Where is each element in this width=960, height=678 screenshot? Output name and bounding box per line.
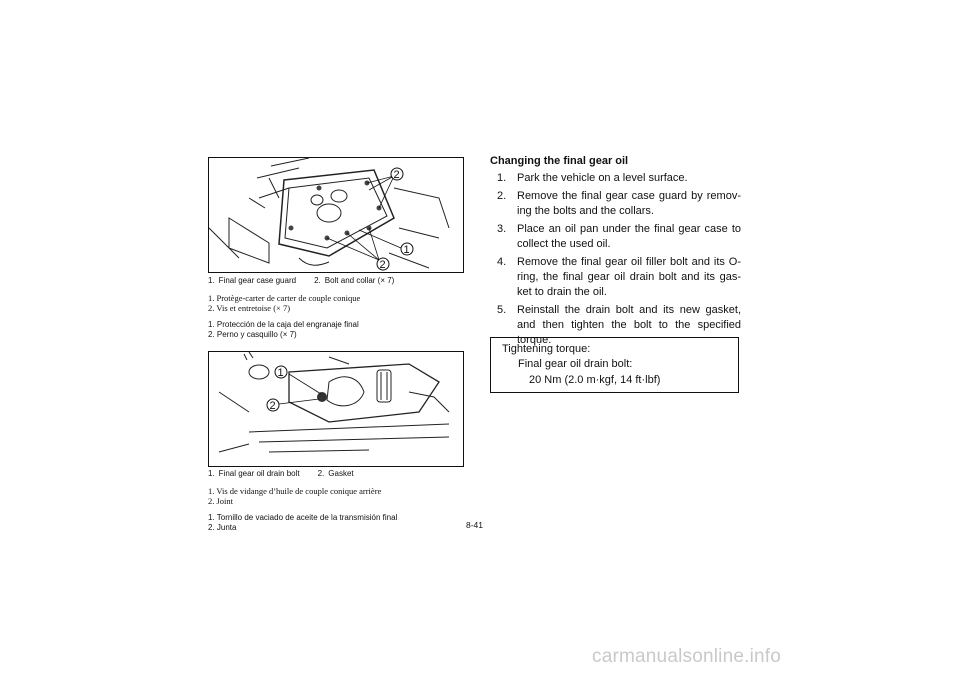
watermark: carmanualsonline.info [592, 646, 782, 667]
drain-bolt-mark [317, 392, 327, 402]
caption-es-1: 1. Tornillo de vaciado de aceite de la transmisión final [208, 512, 398, 522]
page-number: 8-41 [466, 520, 484, 530]
bolt-markers [289, 181, 382, 241]
step-item: 4. Remove the final gear oil filler bolt and its O-ring, the final gear oil drain bolt and its gas-ket to drain the oil. [497, 256, 741, 298]
illustration-drain-bolt [209, 352, 463, 466]
caption-fr-1: 1. Vis de vidange d’huile de couple conique arrière [208, 485, 382, 496]
torque-item: Final gear oil drain bolt: [518, 358, 633, 370]
caption-es-2: 2. Perno y casquillo (× 7) [208, 330, 297, 339]
caption-es-1: 1. Protección de la caja del engranaje final [208, 319, 359, 329]
figure-final-gear-case-guard [208, 157, 464, 273]
torque-heading: Tightening torque: [502, 343, 591, 355]
callout-group [267, 366, 287, 412]
step-item: 2. Remove the final gear case guard by remov-ing the bolts and the collars. [497, 190, 741, 217]
step-item: 5. Reinstall the drain bolt and its new gasket, and then tighten the bolt to the specified torque. [497, 304, 741, 346]
caption-fr-1: 1. Protège-carter de carter de couple conique [208, 292, 361, 303]
torque-value: 20 Nm (2.0 m·kgf, 14 ft·lbf) [529, 374, 661, 386]
callout-1: 1 [277, 367, 284, 379]
figure2-captions [208, 469, 468, 534]
section-title: Changing the final gear oil [490, 155, 629, 167]
tightening-torque-box [490, 337, 739, 393]
illustration-gear-case-guard [209, 158, 463, 272]
callout-2-bottom: 2 [379, 259, 386, 271]
caption-en: 1. Final gear oil drain bolt 2. Gasket [208, 469, 354, 478]
caption-en: 1. Final gear case guard 2. Bolt and collar (× 7) [208, 276, 395, 285]
callout-1: 1 [403, 244, 410, 256]
caption-fr-2: 2. Joint [208, 496, 234, 506]
step-item: 1. Park the vehicle on a level surface. [497, 172, 688, 184]
caption-fr-2: 2. Vis et entretoise (× 7) [208, 303, 291, 313]
step-item: 3. Place an oil pan under the final gear case to collect the used oil. [497, 223, 741, 250]
callout-2: 2 [269, 400, 276, 412]
figure1-captions [208, 276, 468, 341]
caption-es-2: 2. Junta [208, 523, 237, 532]
callout-2-top: 2 [393, 169, 400, 181]
procedure-steps [497, 171, 741, 351]
figure-final-gear-oil-drain-bolt [208, 351, 464, 467]
